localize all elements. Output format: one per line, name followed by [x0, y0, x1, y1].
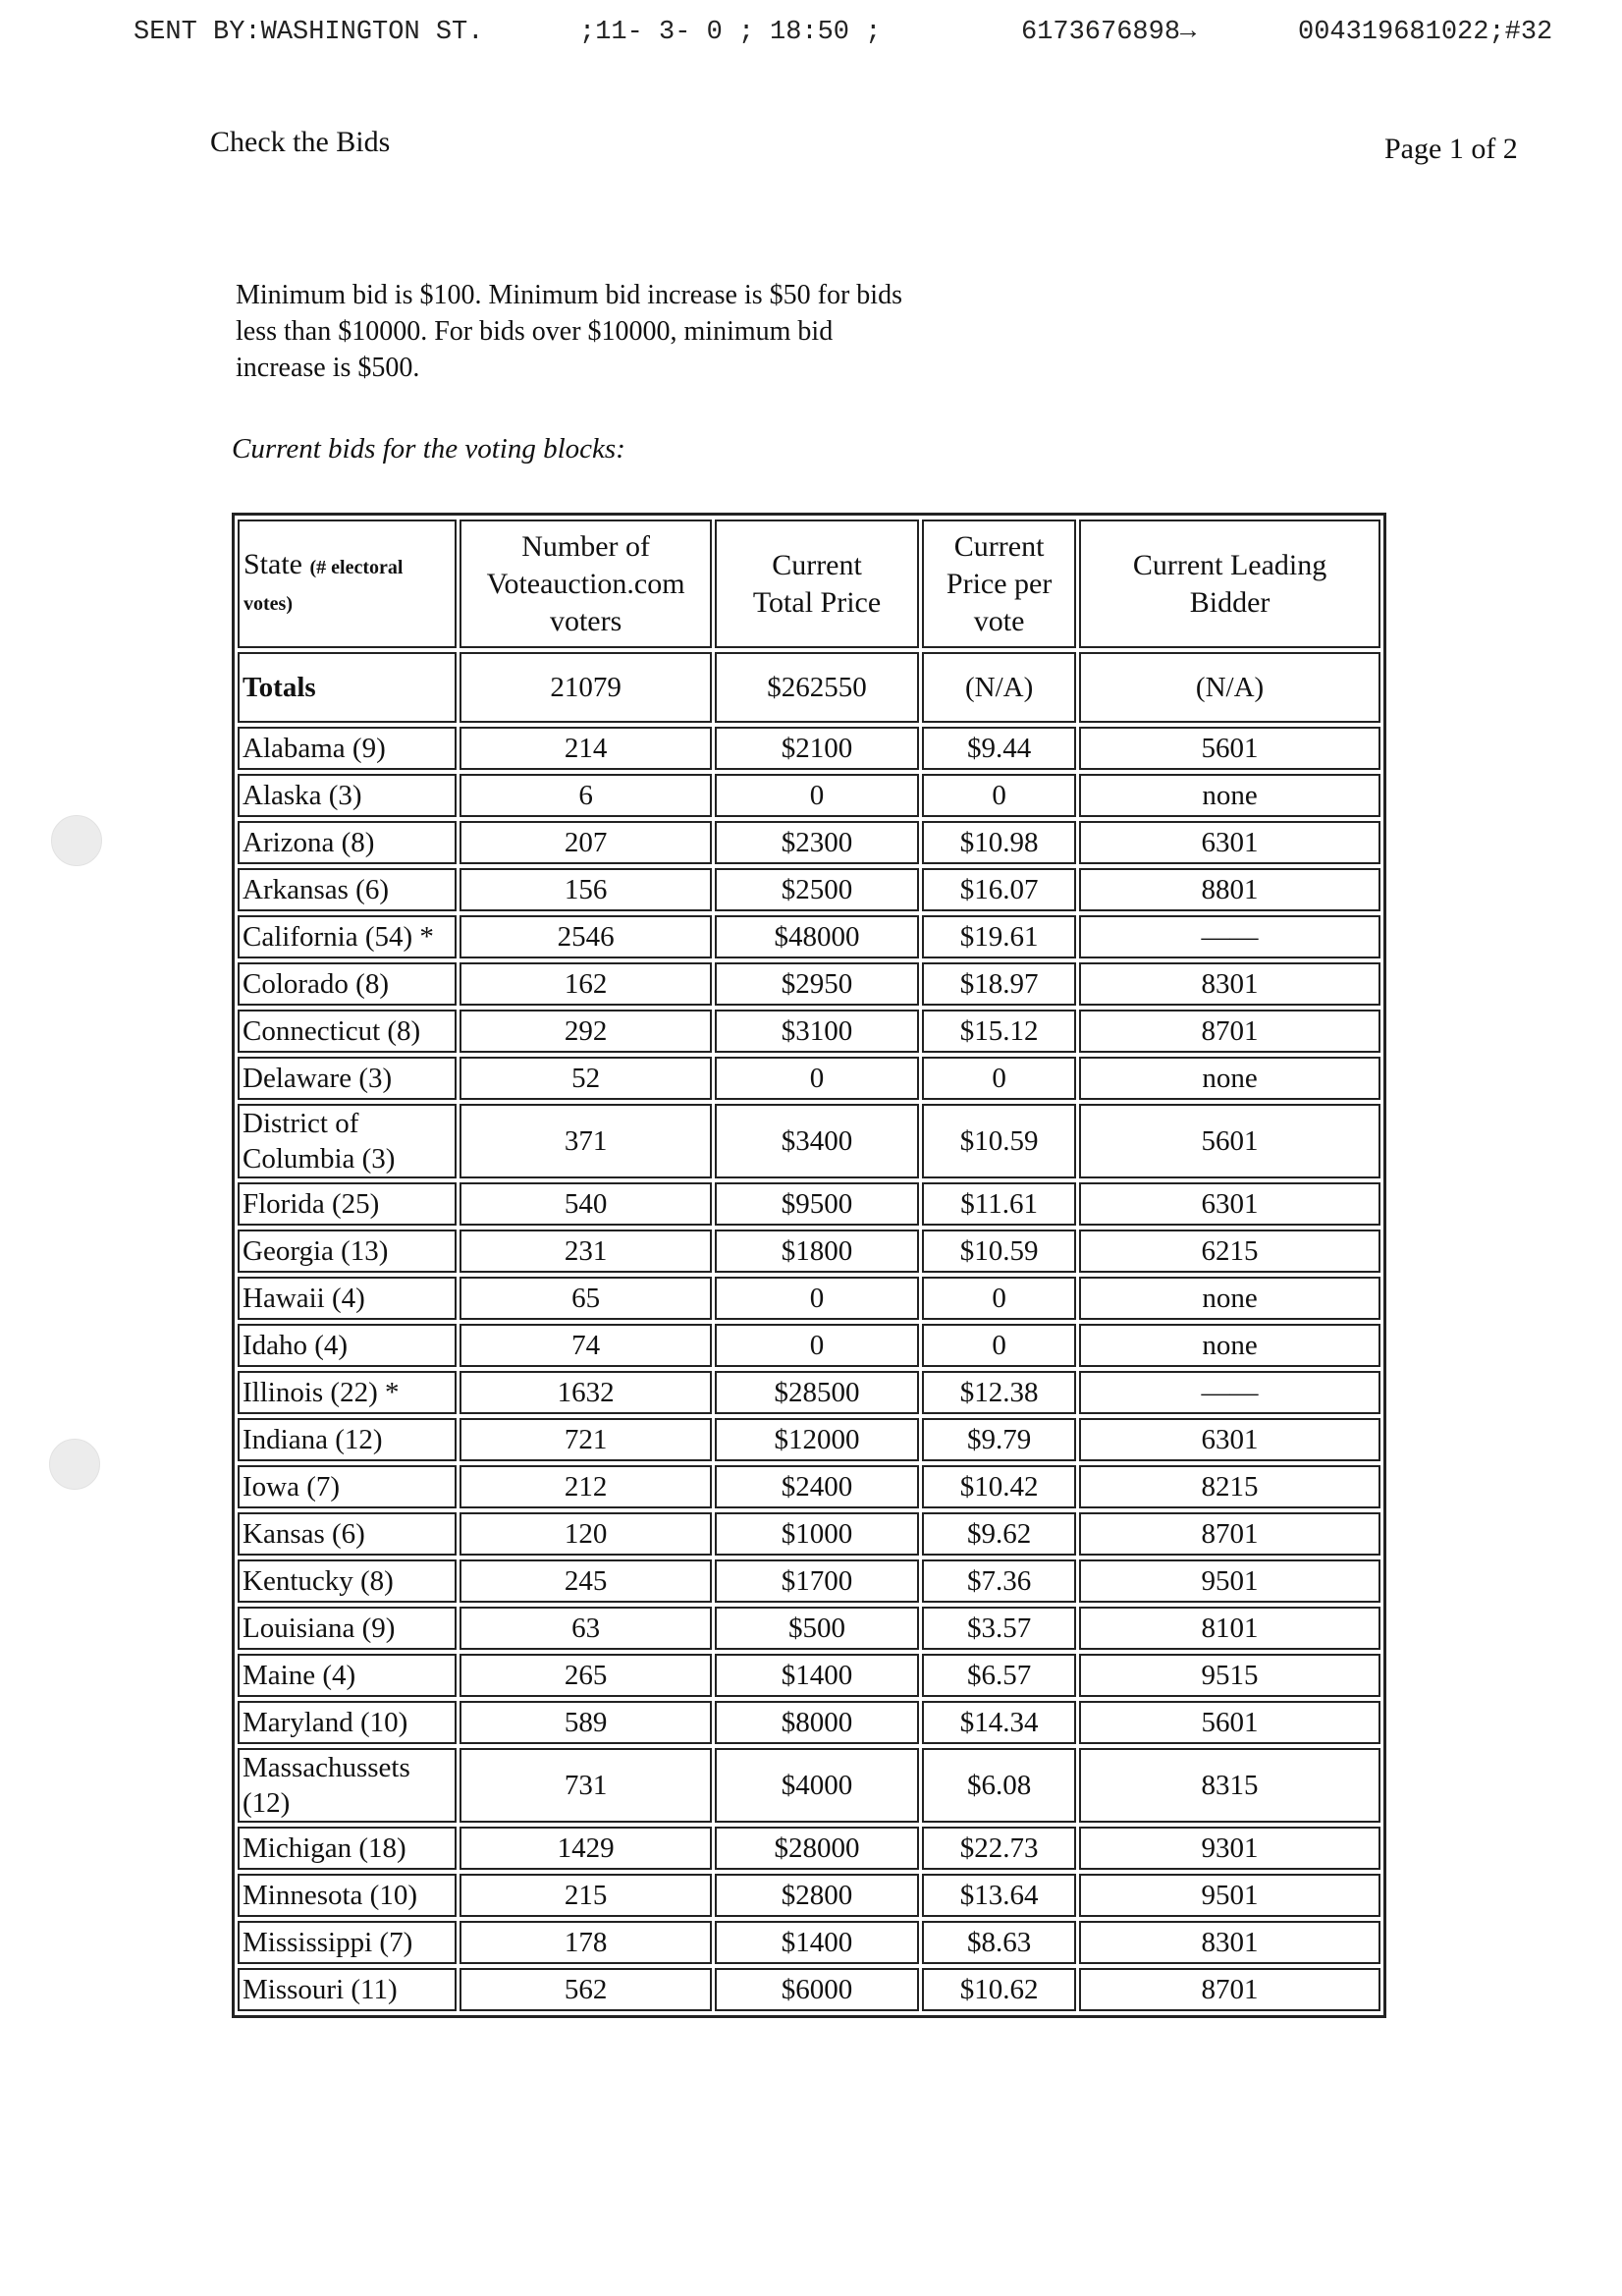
leading-bidder-cell: 9501 — [1079, 1874, 1380, 1917]
state-cell: Alaska (3) — [238, 774, 457, 817]
table-row — [238, 1010, 1380, 1053]
state-cell: Georgia (13) — [238, 1230, 457, 1273]
leading-bidder-cell: 6301 — [1079, 1418, 1380, 1461]
total-price-cell: $12000 — [715, 1418, 919, 1461]
total-price-cell: $2400 — [715, 1465, 919, 1508]
header-text: Number of — [521, 529, 651, 563]
voters-cell: 231 — [460, 1230, 712, 1273]
leading-bidder-cell: 8801 — [1079, 868, 1380, 911]
state-cell: Hawaii (4) — [238, 1277, 457, 1320]
fax-date: ;11- 3- 0 ; — [579, 18, 755, 47]
totals-label: Totals — [238, 652, 457, 723]
voters-cell: 214 — [460, 727, 712, 770]
price-per-vote-cell: $9.62 — [922, 1512, 1076, 1556]
leading-bidder-cell: none — [1079, 1324, 1380, 1367]
price-per-vote-cell: $18.97 — [922, 962, 1076, 1006]
price-per-vote-cell: 0 — [922, 1277, 1076, 1320]
price-per-vote-cell: $10.59 — [922, 1104, 1076, 1178]
price-per-vote-cell: $14.34 — [922, 1701, 1076, 1744]
voters-cell: 371 — [460, 1104, 712, 1178]
state-cell: Michigan (18) — [238, 1827, 457, 1870]
voters-cell: 265 — [460, 1654, 712, 1697]
header-text: Current Leading — [1132, 548, 1327, 581]
state-cell: Colorado (8) — [238, 962, 457, 1006]
header-text: Voteauction.com — [486, 567, 685, 600]
price-per-vote-cell: $3.57 — [922, 1607, 1076, 1650]
header-state-main: State — [243, 547, 302, 580]
page-number: Page 1 of 2 — [1384, 133, 1518, 165]
price-per-vote-cell: $10.59 — [922, 1230, 1076, 1273]
total-price-cell: $2800 — [715, 1874, 919, 1917]
leading-bidder-cell: 8701 — [1079, 1968, 1380, 2011]
state-cell: Connecticut (8) — [238, 1010, 457, 1053]
table-row — [238, 1418, 1380, 1461]
total-price-cell: $3100 — [715, 1010, 919, 1053]
table-row — [238, 915, 1380, 958]
table-row — [238, 1277, 1380, 1320]
state-cell: Idaho (4) — [238, 1324, 457, 1367]
price-per-vote-cell: 0 — [922, 1324, 1076, 1367]
price-per-vote-cell: $19.61 — [922, 915, 1076, 958]
voters-cell: 63 — [460, 1607, 712, 1650]
voters-cell: 74 — [460, 1324, 712, 1367]
state-cell: Kentucky (8) — [238, 1559, 457, 1603]
header-leading-bidder — [1079, 519, 1380, 648]
voters-cell: 731 — [460, 1748, 712, 1823]
leading-bidder-cell: 6301 — [1079, 821, 1380, 864]
price-per-vote-cell: $6.08 — [922, 1748, 1076, 1823]
voters-cell: 212 — [460, 1465, 712, 1508]
total-price-cell: $1400 — [715, 1654, 919, 1697]
fax-from-number: 6173676898→ — [1021, 18, 1197, 47]
price-per-vote-cell: $10.98 — [922, 821, 1076, 864]
price-per-vote-cell: $13.64 — [922, 1874, 1076, 1917]
table-row — [238, 1230, 1380, 1273]
leading-bidder-cell: 8301 — [1079, 962, 1380, 1006]
table-row — [238, 1701, 1380, 1744]
voters-cell: 120 — [460, 1512, 712, 1556]
table-row — [238, 1968, 1380, 2011]
voters-cell: 245 — [460, 1559, 712, 1603]
total-price-cell: $2300 — [715, 821, 919, 864]
leading-bidder-cell: 9515 — [1079, 1654, 1380, 1697]
voters-cell: 178 — [460, 1921, 712, 1964]
voters-cell: 589 — [460, 1701, 712, 1744]
state-cell: Minnesota (10) — [238, 1874, 457, 1917]
totals-total-price: $262550 — [715, 652, 919, 723]
price-per-vote-cell: $10.42 — [922, 1465, 1076, 1508]
price-per-vote-cell: $6.57 — [922, 1654, 1076, 1697]
total-price-cell: $1700 — [715, 1559, 919, 1603]
state-cell: Illinois (22) * — [238, 1371, 457, 1414]
voters-cell: 207 — [460, 821, 712, 864]
voters-cell: 1429 — [460, 1827, 712, 1870]
state-cell: Missouri (11) — [238, 1968, 457, 2011]
state-cell: Massachussets (12) — [238, 1748, 457, 1823]
table-row — [238, 1921, 1380, 1964]
state-cell: Indiana (12) — [238, 1418, 457, 1461]
table-row — [238, 962, 1380, 1006]
total-price-cell: 0 — [715, 774, 919, 817]
total-price-cell: $4000 — [715, 1748, 919, 1823]
leading-bidder-cell: 5601 — [1079, 1104, 1380, 1178]
total-price-cell: 0 — [715, 1324, 919, 1367]
state-cell: Iowa (7) — [238, 1465, 457, 1508]
voters-cell: 215 — [460, 1874, 712, 1917]
intro-line: increase is $500. — [236, 353, 420, 383]
price-per-vote-cell: $7.36 — [922, 1559, 1076, 1603]
table-heading: Current bids for the voting blocks: — [232, 433, 625, 465]
state-cell: Arkansas (6) — [238, 868, 457, 911]
price-per-vote-cell: $12.38 — [922, 1371, 1076, 1414]
voters-cell: 562 — [460, 1968, 712, 2011]
table-row — [238, 1874, 1380, 1917]
leading-bidder-cell: 8315 — [1079, 1748, 1380, 1823]
price-per-vote-cell: $15.12 — [922, 1010, 1076, 1053]
leading-bidder-cell: 8301 — [1079, 1921, 1380, 1964]
voters-cell: 721 — [460, 1418, 712, 1461]
total-price-cell: $1000 — [715, 1512, 919, 1556]
state-cell: Mississippi (7) — [238, 1921, 457, 1964]
voters-cell: 162 — [460, 962, 712, 1006]
totals-leading-bidder: (N/A) — [1079, 652, 1380, 723]
price-per-vote-cell: $9.44 — [922, 727, 1076, 770]
header-text: vote — [973, 604, 1025, 637]
voters-cell: 292 — [460, 1010, 712, 1053]
total-price-cell: $2100 — [715, 727, 919, 770]
table-row — [238, 1607, 1380, 1650]
header-price-per-vote — [922, 519, 1076, 648]
total-price-cell: $2950 — [715, 962, 919, 1006]
state-cell: Delaware (3) — [238, 1057, 457, 1100]
table-row — [238, 774, 1380, 817]
page-title: Check the Bids — [210, 126, 391, 158]
header-text: Bidder — [1189, 585, 1271, 619]
table-row — [238, 1182, 1380, 1226]
price-per-vote-cell: $22.73 — [922, 1827, 1076, 1870]
table-row — [238, 868, 1380, 911]
voters-cell: 1632 — [460, 1371, 712, 1414]
totals-voters: 21079 — [460, 652, 712, 723]
price-per-vote-cell: 0 — [922, 774, 1076, 817]
state-cell: Louisiana (9) — [238, 1607, 457, 1650]
leading-bidder-cell: 5601 — [1079, 727, 1380, 770]
leading-bidder-cell: 8701 — [1079, 1512, 1380, 1556]
table-row — [238, 1827, 1380, 1870]
table-row — [238, 1324, 1380, 1367]
voters-cell: 2546 — [460, 915, 712, 958]
header-text: Total Price — [752, 585, 882, 619]
state-cell: Alabama (9) — [238, 727, 457, 770]
state-cell: Maine (4) — [238, 1654, 457, 1697]
total-price-cell: $28500 — [715, 1371, 919, 1414]
leading-bidder-cell: 5601 — [1079, 1701, 1380, 1744]
leading-bidder-cell: —— — [1079, 915, 1380, 958]
price-per-vote-cell: $16.07 — [922, 868, 1076, 911]
punch-hole-icon — [49, 1439, 100, 1490]
price-per-vote-cell: $8.63 — [922, 1921, 1076, 1964]
table-row — [238, 821, 1380, 864]
leading-bidder-cell: —— — [1079, 1371, 1380, 1414]
state-cell: Florida (25) — [238, 1182, 457, 1226]
leading-bidder-cell: 9501 — [1079, 1559, 1380, 1603]
header-state-sub: (# electoral — [309, 556, 404, 578]
header-total-price — [715, 519, 919, 648]
leading-bidder-cell: 8215 — [1079, 1465, 1380, 1508]
leading-bidder-cell: 6215 — [1079, 1230, 1380, 1273]
price-per-vote-cell: $10.62 — [922, 1968, 1076, 2011]
price-per-vote-cell: $9.79 — [922, 1418, 1076, 1461]
price-per-vote-cell: 0 — [922, 1057, 1076, 1100]
table-row — [238, 1371, 1380, 1414]
state-cell: California (54) * — [238, 915, 457, 958]
header-text: Current — [953, 529, 1045, 563]
header-text: Price per — [946, 567, 1053, 600]
state-cell: Maryland (10) — [238, 1701, 457, 1744]
table-row — [238, 1559, 1380, 1603]
header-text: Current — [772, 548, 862, 581]
leading-bidder-cell: 9301 — [1079, 1827, 1380, 1870]
state-cell: District of Columbia (3) — [238, 1104, 457, 1178]
total-price-cell: $6000 — [715, 1968, 919, 2011]
intro-paragraph — [236, 277, 1021, 386]
header-state — [238, 519, 457, 648]
leading-bidder-cell: none — [1079, 774, 1380, 817]
intro-line: less than $10000. For bids over $10000, minimum bid — [236, 316, 834, 347]
total-price-cell: $1400 — [715, 1921, 919, 1964]
voters-cell: 540 — [460, 1182, 712, 1226]
header-text: voters — [549, 604, 622, 637]
total-price-cell: 0 — [715, 1277, 919, 1320]
total-price-cell: $48000 — [715, 915, 919, 958]
voters-cell: 156 — [460, 868, 712, 911]
voters-cell: 6 — [460, 774, 712, 817]
leading-bidder-cell: 8701 — [1079, 1010, 1380, 1053]
fax-sender: SENT BY:WASHINGTON ST. — [134, 18, 484, 47]
table-row — [238, 1057, 1380, 1100]
totals-row — [238, 652, 1380, 723]
state-cell: Arizona (8) — [238, 821, 457, 864]
table-row — [238, 1512, 1380, 1556]
bids-table — [232, 513, 1386, 2018]
leading-bidder-cell: none — [1079, 1057, 1380, 1100]
punch-hole-icon — [51, 815, 102, 866]
total-price-cell: $3400 — [715, 1104, 919, 1178]
total-price-cell: $2500 — [715, 868, 919, 911]
total-price-cell: $500 — [715, 1607, 919, 1650]
header-state-sub: votes) — [243, 592, 293, 615]
voters-cell: 65 — [460, 1277, 712, 1320]
total-price-cell: $1800 — [715, 1230, 919, 1273]
intro-line: Minimum bid is $100. Minimum bid increase is $50 for bids — [236, 280, 902, 310]
total-price-cell: $8000 — [715, 1701, 919, 1744]
leading-bidder-cell: 6301 — [1079, 1182, 1380, 1226]
leading-bidder-cell: 8101 — [1079, 1607, 1380, 1650]
fax-time: 18:50 ; — [770, 18, 882, 47]
totals-price-per-vote: (N/A) — [922, 652, 1076, 723]
leading-bidder-cell: none — [1079, 1277, 1380, 1320]
table-row — [238, 1654, 1380, 1697]
fax-to-number: 004319681022;#32 — [1298, 18, 1553, 47]
fax-header — [0, 14, 1622, 53]
total-price-cell: $9500 — [715, 1182, 919, 1226]
total-price-cell: 0 — [715, 1057, 919, 1100]
table-row — [238, 1748, 1380, 1823]
state-cell: Kansas (6) — [238, 1512, 457, 1556]
table-header-row — [238, 519, 1380, 648]
total-price-cell: $28000 — [715, 1827, 919, 1870]
table-row — [238, 1465, 1380, 1508]
table-row — [238, 727, 1380, 770]
price-per-vote-cell: $11.61 — [922, 1182, 1076, 1226]
voters-cell: 52 — [460, 1057, 712, 1100]
header-voters — [460, 519, 712, 648]
table-row — [238, 1104, 1380, 1178]
